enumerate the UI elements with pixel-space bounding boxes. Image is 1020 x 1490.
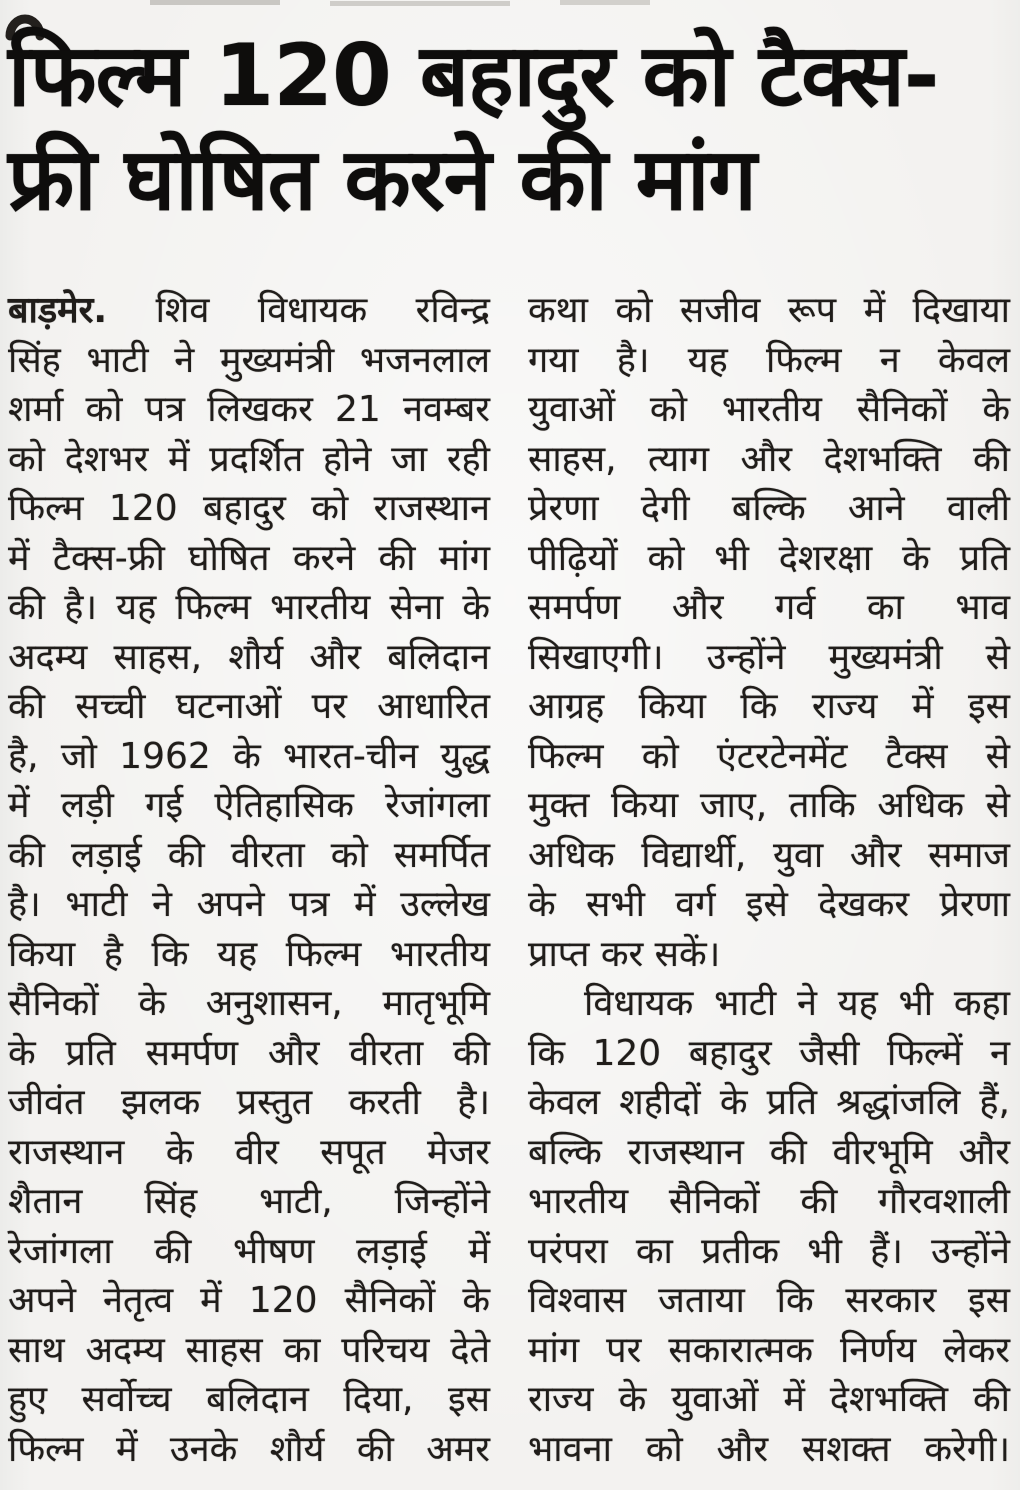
article-line: फिल्म को एंटरटेनमेंट टैक्स से [528,735,1010,777]
dateline: बाड़मेर. [8,290,108,331]
article-line: हुए सर्वोच्च बलिदान दिया, इस [8,1379,490,1420]
article-line: की है। यह फिल्म भारतीय सेना के [8,587,490,628]
article-line: अदम्य साहस, शौर्य और बलिदान [8,636,490,678]
article-line: सिखाएगी। उन्होंने मुख्यमंत्री से [528,636,1010,678]
article-column-right [528,286,1010,1474]
headline-line-2: फ्री घोषित करने की मांग [8,130,756,230]
article-line: कि 120 बहादुर जैसी फिल्में न [528,1032,1010,1074]
article-line: कथा को सजीव रूप में दिखाया [528,290,1010,331]
article-line: की सच्ची घटनाओं पर आधारित [8,686,490,727]
article-line: प्राप्त कर सकें। [528,933,721,975]
article-line: की लड़ाई की वीरता को समर्पित [8,834,490,876]
article-line: साहस, त्याग और देशभक्ति की [528,438,1010,480]
article-line: भावना को और सशक्त करेगी। [528,1428,1010,1470]
article-line: पीढ़ियों को भी देशरक्षा के प्रति [528,537,1010,579]
article-line: के सभी वर्ग इसे देखकर प्रेरणा [528,884,1010,925]
article-line: मांग पर सकारात्मक निर्णय लेकर [528,1329,1010,1371]
article-line: मुक्त किया जाए, ताकि अधिक से [528,785,1010,826]
article-line: शर्मा को पत्र लिखकर 21 नवम्बर [8,389,490,430]
article-line: बल्कि राजस्थान की वीरभूमि और [528,1131,1010,1173]
headline-line-1: फिल्म 120 बहादुर को टैक्स- [8,26,939,126]
article-line: भारतीय सैनिकों की गौरवशाली [528,1181,1010,1222]
article-column-left [8,286,490,1474]
article-line: गया है। यह फिल्म न केवल [528,339,1010,381]
article-line: समर्पण और गर्व का भाव [528,587,1010,628]
article-line: साथ अदम्य साहस का परिचय देते [8,1329,490,1371]
article-line: है, जो 1962 के भारत-चीन युद्ध [8,735,490,777]
article-line: के प्रति समर्पण और वीरता की [8,1032,490,1074]
article-line: केवल शहीदों के प्रति श्रद्धांजलि हैं, [528,1082,1010,1123]
article-line: में टैक्स-फ्री घोषित करने की मांग [8,537,490,579]
article-line: जीवंत झलक प्रस्तुत करती है। [8,1082,490,1123]
article-line: बाड़मेर. शिव विधायक रविन्द्र [8,290,490,331]
article-line: में लड़ी गई ऐतिहासिक रेजांगला [8,785,490,826]
article-line: को देशभर में प्रदर्शित होने जा रही [8,438,490,480]
article-line: विश्वास जताया कि सरकार इस [528,1280,1010,1321]
article-line: है। भाटी ने अपने पत्र में उल्लेख [8,884,490,925]
article-line: राज्य के युवाओं में देशभक्ति की [528,1379,1010,1420]
article-line: अधिक विद्यार्थी, युवा और समाज [528,834,1010,876]
article-line: किया है कि यह फिल्म भारतीय [8,933,490,975]
article-line: सिंह भाटी ने मुख्यमंत्री भजनलाल [8,339,490,381]
article-line: शैतान सिंह भाटी, जिन्होंने [8,1181,490,1222]
article-line: रेजांगला की भीषण लड़ाई में [8,1230,490,1272]
article-line: फिल्म 120 बहादुर को राजस्थान [8,488,490,529]
article-line: सैनिकों के अनुशासन, मातृभूमि [8,983,490,1024]
article-line: फिल्म में उनके शौर्य की अमर [8,1428,490,1470]
article-line: युवाओं को भारतीय सैनिकों के [528,389,1010,430]
article-headline [8,24,1008,232]
article-line: राजस्थान के वीर सपूत मेजर [8,1131,490,1173]
article-line: विधायक भाटी ने यह भी कहा [584,983,1010,1024]
article-line: अपने नेतृत्व में 120 सैनिकों के [8,1280,490,1321]
article-line: आग्रह किया कि राज्य में इस [528,686,1010,727]
article-line: प्रेरणा देगी बल्कि आने वाली [528,488,1010,529]
article-line: परंपरा का प्रतीक भी हैं। उन्होंने [528,1230,1010,1272]
